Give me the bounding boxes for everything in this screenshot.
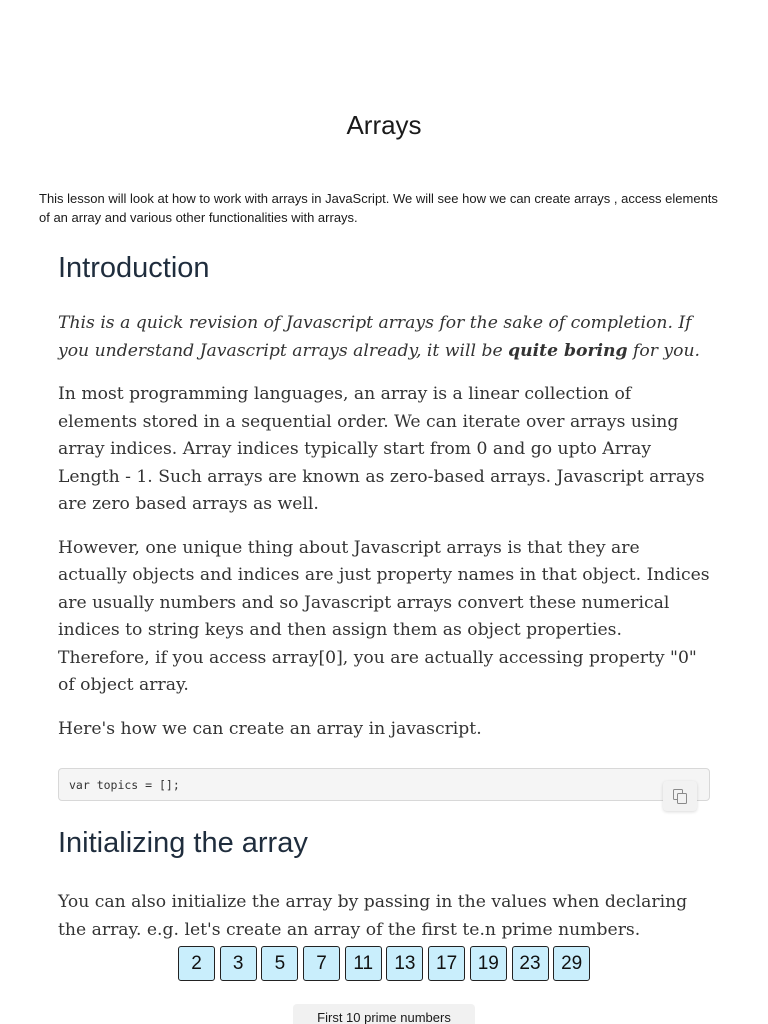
lesson-summary: This lesson will look at how to work with arrays in JavaScript. We will see how we can create arrays , access elements of an array and various other functionalities with arrays. [39,191,718,225]
revision-note-suffix: for you. [627,340,701,361]
copy-icon [673,789,687,803]
array-cell: 2 [178,946,215,981]
array-cell: 5 [261,946,298,981]
array-cell: 11 [345,946,382,981]
introduction-heading: Introduction [58,252,210,284]
prime-array-visualization [178,946,595,981]
array-cell: 23 [512,946,549,981]
array-cell: 3 [220,946,257,981]
array-caption: First 10 prime numbers [293,1004,475,1024]
revision-note-emphasis: quite boring [508,340,628,361]
array-cell: 17 [428,946,465,981]
create-array-paragraph: Here's how we can create an array in javascript. [58,718,482,739]
revision-note [58,310,710,365]
array-cell: 13 [386,946,423,981]
arrays-definition-paragraph: In most programming languages, an array is a linear collection of elements stored in a sequential order. We can iterate over arrays using array indices. Array indices typically start from 0 and go upto Array Length - 1. Such arrays are known as zero-based arrays. Javascript arrays are zero based arrays as well. [58,384,705,514]
code-block [58,768,710,801]
revision-note-prefix: This is a quick revision of Javascript arrays for the sake of completion. If you understand Javascript arrays already, it will be [58,313,692,361]
code-text[interactable]: var topics = []; [69,778,180,792]
initializing-heading: Initializing the array [58,827,308,859]
array-cell: 19 [470,946,507,981]
initializing-paragraph: You can also initialize the array by passing in the values when declaring the array. e.g. let's create an array of the first te.n prime numbers. [58,892,688,940]
array-cell: 29 [553,946,590,981]
arrays-objects-paragraph: However, one unique thing about Javascript arrays is that they are actually objects and indices are just property names in that object. Indices are usually numbers and so Javascript arrays convert these numerical indices to string keys and then assign them as object properties. Therefore, if you access array[0], you are actually accessing property "0" of object array. [58,537,710,695]
copy-code-button[interactable] [663,781,697,811]
lesson-title: Arrays [346,110,422,140]
lesson-content [58,248,710,944]
array-cell: 7 [303,946,340,981]
